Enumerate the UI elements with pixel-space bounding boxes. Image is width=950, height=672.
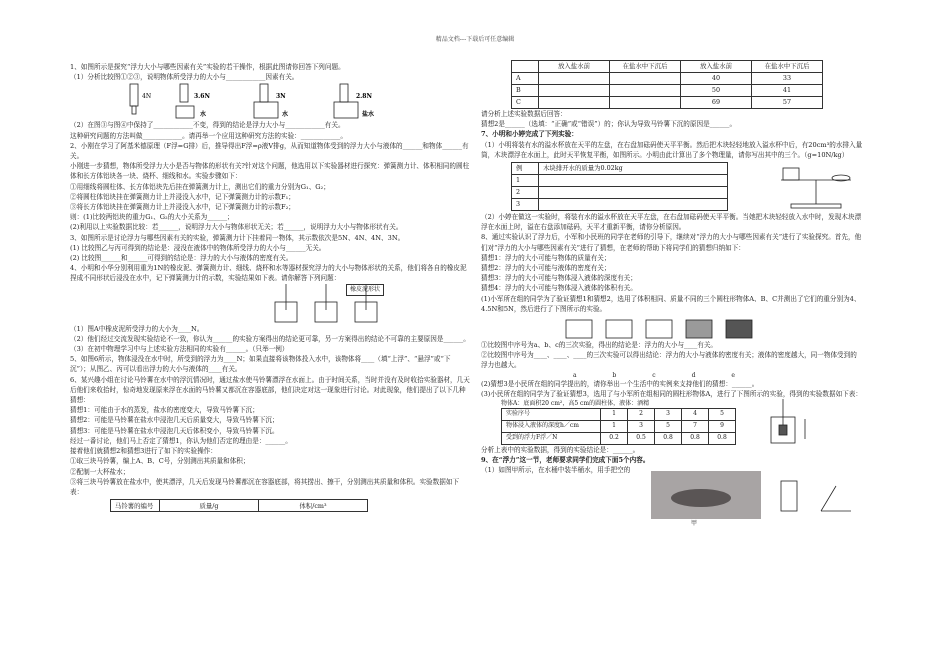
potato-data-table <box>511 60 823 109</box>
q8-conclusion: 分析上表中的实验数据，得到的实验结论是：______。 <box>481 446 640 455</box>
t8-c: 物体浸入液体的深度h／cm <box>502 421 601 433</box>
q6-reason: 经过一番讨论，他们马上否定了猜想1，你认为他们否定的理由是：______。 <box>70 436 292 445</box>
potato-col1: 马铃薯的编号 <box>111 500 160 512</box>
q7-part2: （2）小婷在做这一实验时，将装有水的溢水杯放在天平左盘，在右盘加砝码使天平平衡。当她把木块轻轻放入水中时，发现木块漂浮在水面上时，溢在右盘添加砝码，天平才重新平衡，请你分析原因。 <box>481 213 862 232</box>
q8-title: 8、通过实验认识了浮力后，小军和小民班的同学在老师的引导下，继续对“浮力的大小与哪些因素有关”进行了实验探究。首先，他们对“浮力的大小与哪些因素有关”进行了猜想，在老师的帮助下将同学们的猜想归纳如下： <box>481 233 862 252</box>
th-2: 在盐水中下沉后 <box>610 61 681 73</box>
q6-op3: ③将三块马铃薯放在盐水中，使其漂浮，几天后发现马铃薯都沉在容器底部，将其捞出、擦干，分别测出其质量和体积。实验数据如下表： <box>70 477 460 496</box>
liquid-3: 盐水 <box>362 111 375 119</box>
q8-guess2: 猜想2：浮力的大小可能与液体的密度有关； <box>481 264 611 273</box>
q8-guess3: 猜想3：浮力的大小可能与物体浸入液体的深度有关； <box>481 274 637 283</box>
cell: 50 <box>681 85 752 97</box>
q2-part2: (2)利用以上实验数据比较：若______，说明浮力大小与物体形状无关；若______，说明浮力大小与物体形状有关。 <box>70 223 403 232</box>
cell: 41 <box>752 85 823 97</box>
reading-3: 3N <box>276 93 286 101</box>
t7-h1: 木块排开水的质量为0.02kg <box>539 163 728 175</box>
th-1: 放入盐水前 <box>539 61 610 73</box>
q9-title: 9、在“浮力”这一节，老师要求同学们完成下面5个内容。 <box>481 456 650 465</box>
t8-c: 受到的浮力F浮／N <box>502 433 601 445</box>
q8-table <box>501 408 736 445</box>
cell: 69 <box>681 97 752 109</box>
q1-part1: （1）分析比较图①②③，说明物体所受浮力的大小与____________因素有关。 <box>70 73 299 82</box>
q5-title: 5、如图6所示，物体浸没在水中时，所受到的浮力为____N；如果直接将该物体投入水中，该物体将____（填“上浮”、“悬浮”或“下沉”）；从图乙、丙可以看出浮力的大小与液体的____有关。 <box>70 355 451 374</box>
liquid-1: 水 <box>200 111 207 119</box>
cylinders-figure <box>561 314 761 340</box>
q7-table <box>511 162 728 211</box>
q9-photo <box>651 471 761 519</box>
q6-ops: 接着他们就猜想2和猜想3进行了如下的实验操作： <box>70 447 217 456</box>
cell <box>610 85 681 97</box>
q8-part3: (3)小民所在组的同学为了验证猜想3，选用了与小军所在组相同的圆柱形物体A，进行了下图所示的实验，得到的实验数据如下表： <box>481 389 862 398</box>
q8-c1: ①比较图中序号为a、b、c的三次实验，得出的结论是：浮力的大小与____有关。 <box>481 341 718 350</box>
q8-spring-figure <box>761 399 831 445</box>
cell <box>610 97 681 109</box>
q8-labels <box>481 371 863 379</box>
q7-title: 7、小明和小婷完成了下列实验： <box>481 130 578 139</box>
liquid-2: 水 <box>282 111 289 119</box>
t8-c: 9 <box>709 421 736 433</box>
potato-table <box>110 499 368 512</box>
q4-figure <box>70 284 470 324</box>
th-3: 放入盐水前 <box>681 61 752 73</box>
t8-c: 4 <box>682 409 709 421</box>
page-header: 精品文档---下载后可任意编辑 <box>435 36 515 43</box>
t8-c: 0.8 <box>709 433 736 445</box>
label-a: a <box>573 371 577 379</box>
t7-r3: 3 <box>512 199 539 211</box>
q4-part1: （1）图A中橡皮泥所受浮力的大小为____N。 <box>70 324 204 333</box>
t8-c: 0.2 <box>601 433 628 445</box>
reading-2: 3.6N <box>194 93 210 101</box>
reading-1: 4N <box>142 93 152 101</box>
t8-c: 7 <box>682 421 709 433</box>
q3-part2: (2) 比较图______和______可得到的结论是：浮力的大小与液体的密度有关。 <box>70 254 293 263</box>
q9-photo-bucket <box>671 489 731 507</box>
q9-area <box>481 465 863 528</box>
potato-col2: 质量/g <box>160 500 259 512</box>
q9-part1: （1）如图甲所示，在水桶中装半桶水，用手把空的 <box>481 466 631 475</box>
cell <box>539 73 610 85</box>
spring-scale-figure <box>110 82 410 120</box>
t8-c: 0.5 <box>628 433 655 445</box>
q8-c2: ②比较图中序号为____、____、____的三次实验可以得出结论：浮力的大小与液体的密度有关；液体的密度越大，同一物体受到的浮力也越大。 <box>481 351 857 370</box>
q6-op1: ①取三块马铃薯，编上A、B、C号，分别测出其质量和体积； <box>70 457 250 466</box>
right-column <box>481 60 863 528</box>
q8-part2: (2)猜想3是小民所在组的同学提出的，请你举出一个生活中的实例来支持他们的猜想：______。 <box>481 379 759 388</box>
potato-col3: 体积/cm³ <box>259 500 368 512</box>
t8-c: 实验序号 <box>502 409 601 421</box>
t7-h0: 例 <box>512 163 539 175</box>
q7-area <box>481 160 863 212</box>
cell <box>610 73 681 85</box>
q4-table-title: 橡皮泥形状 <box>346 284 384 296</box>
cell <box>539 97 610 109</box>
t8-c: 0.8 <box>655 433 682 445</box>
q6-guess1: 猜想1：可能由于水的蒸发，盐水的密度变大，导致马铃薯下沉； <box>70 406 259 415</box>
t8-c: 5 <box>709 409 736 421</box>
th-4: 在盐水中下沉后 <box>752 61 823 73</box>
t8-c: 3 <box>655 409 682 421</box>
q2-step2: ②将圆柱体铝块挂在弹簧测力计上并浸没入水中，记下弹簧测力计的示数F₁； <box>70 192 295 201</box>
t7-r2: 2 <box>512 187 539 199</box>
q7-part1: （1）小明将装有水的溢水杯放在天平的左盘，在右盘加砝码使天平平衡。然后把木块轻轻地放入溢水杯中后，有20cm³的水排入量筒，木块漂浮在水面上，此时天平恢复平衡，如图所示。小明由此计算出了多个物理量，请你写出其中的三个。（g=10N/kg） <box>481 140 863 159</box>
q8-table-area <box>481 399 863 445</box>
t8-c: 5 <box>655 421 682 433</box>
q6-analysis: 请分析上述实验数据后回答： <box>481 110 567 118</box>
balance-figure <box>771 160 861 210</box>
t7-r1: 1 <box>512 175 539 187</box>
q1-method: 这种研究问题的方法叫做____________。请再举一个应用这种研究方法的实验：____________。 <box>70 131 347 140</box>
q8-figure <box>481 314 863 340</box>
label-b: b <box>612 371 617 379</box>
q2-intro: 小刚进一步猜想，物体所受浮力大小是否与物体的形状有关?针对这个问题，他选用以下实验器材进行探究：弹簧测力计、体积相同的圆柱体和长方体铝块各一块、烧杯、细线和水。实验步骤如下： <box>70 162 470 181</box>
q6-answer: 猜想2是______（选填：“正确”或“错误”）的；你认为导致马铃薯下沉的原因是______。 <box>481 120 737 129</box>
q4-part3: （3）在初中物理学习中与上述实验方法相同的实验有______。（只举一例） <box>70 345 289 354</box>
t8-c: 0.8 <box>682 433 709 445</box>
label-d: d <box>691 371 696 379</box>
q4-title: 4、小明和小华分别利用重为1N的橡皮泥、弹簧测力计、细线、烧杯和水等器材探究浮力的大小与物体形状的关系，他们将各自的橡皮泥捏成不同形状后浸没在水中，记下弹簧测力计的示数，实验结果如下表。请你解答下列问题： <box>70 264 467 283</box>
left-column <box>70 62 470 512</box>
q2-title: 2、小刚在学习了阿基米德原理（F浮=G排）后，推导得出F浮=ρ液V排g，从而知道物体受到的浮力大小与液体的______和物体______有关。 <box>70 141 469 161</box>
th-0 <box>512 61 539 73</box>
q9-fig-label: 甲 <box>691 520 698 528</box>
t8-c: 1 <box>601 409 628 421</box>
label-e: e <box>731 371 735 379</box>
q6-title: 6、某兴趣小组在讨论马铃薯在水中的浮沉情况时，通过盐水使马铃薯漂浮在水面上。由于时间关系，当时并没有及时收拾实验器材，几天后他们来收拾时，惊奇地发现原来浮在水面的马铃薯又都沉在容器底部，他们决定对这一现象进行讨论。对此现象，他们提出了以下几种猜想： <box>70 375 470 405</box>
q2-step3: ③将长方体铝块挂在弹簧测力计上并浸没入水中，记下弹簧测力计的示数F₂； <box>70 203 295 212</box>
t8-c: 1 <box>601 421 628 433</box>
cell: C <box>512 97 539 109</box>
t8-c: 3 <box>628 421 655 433</box>
cell: B <box>512 85 539 97</box>
cell: 40 <box>681 73 752 85</box>
reading-4: 2.8N <box>356 93 372 101</box>
q8-guess1: 猜想1：浮力的大小可能与物体的质量有关； <box>481 253 611 262</box>
q4-part2: （2）他们经过交流发现实验结论不一致，你认为______的实验方案得出的结论更可靠，另一方案得出的结论不可靠的主要原因是______。 <box>70 334 470 343</box>
q3-part1: (1) 比较图乙与丙可得到的结论是：浸没在液体中的物体所受浮力的大小与______无关。 <box>70 243 326 252</box>
t8-c: 2 <box>628 409 655 421</box>
q8-guess4: 猜想4：浮力的大小可能与物体浸入液体的体积有关。 <box>481 284 637 293</box>
q2-step1: ①用细线将圆柱体、长方体铝块先后挂在弹簧测力计上，测出它们的重力分别为G₁、G₂； <box>70 182 330 191</box>
cell: 33 <box>752 73 823 85</box>
q9-diagram <box>771 471 861 519</box>
q2-part1: 则：(1)比较两铝块的重力G₁、G₂的大小关系为______； <box>70 213 234 222</box>
q6-guess2: 猜想2：可能是马铃薯在盐水中浸泡几天后质量变大，导致马铃薯下沉； <box>70 416 279 425</box>
q6-guess3: 猜想3：可能是马铃薯在盐水中浸泡几天后体积变小，导致马铃薯下沉。 <box>70 426 279 435</box>
q8-part1: (1)小军所在组的同学为了验证猜想1和猜想2，选用了体积相同、质量不同的三个圆柱形物体A、B、C并测出了它们的重分别为4、4.5N和5N，然后进行了下图所示的实验。 <box>481 294 861 313</box>
t8-title: 物体A：底面积20 cm²，高5 cm的圆柱体，液体：酒精 <box>501 400 650 408</box>
cell: 57 <box>752 97 823 109</box>
q1-part2: （2）在图③与图④中保持了____________不变，得到的结论是浮力大小与____________有关。 <box>70 121 345 130</box>
q1-figure <box>70 82 470 120</box>
q6-op2: ②配制一大杯盐水； <box>70 467 130 476</box>
q3-title: 3、如图所示是讨论浮力与哪些因素有关的实验，弹簧测力计下挂着同一物体，其示数依次是5N、4N、4N、3N。 <box>70 233 405 242</box>
cell <box>539 85 610 97</box>
cell: A <box>512 73 539 85</box>
label-c: c <box>652 371 656 379</box>
q1-title: 1、如图所示是探究“浮力大小与哪些因素有关”实验的若干操作，根据此图请你回答下列问题。 <box>70 63 345 71</box>
